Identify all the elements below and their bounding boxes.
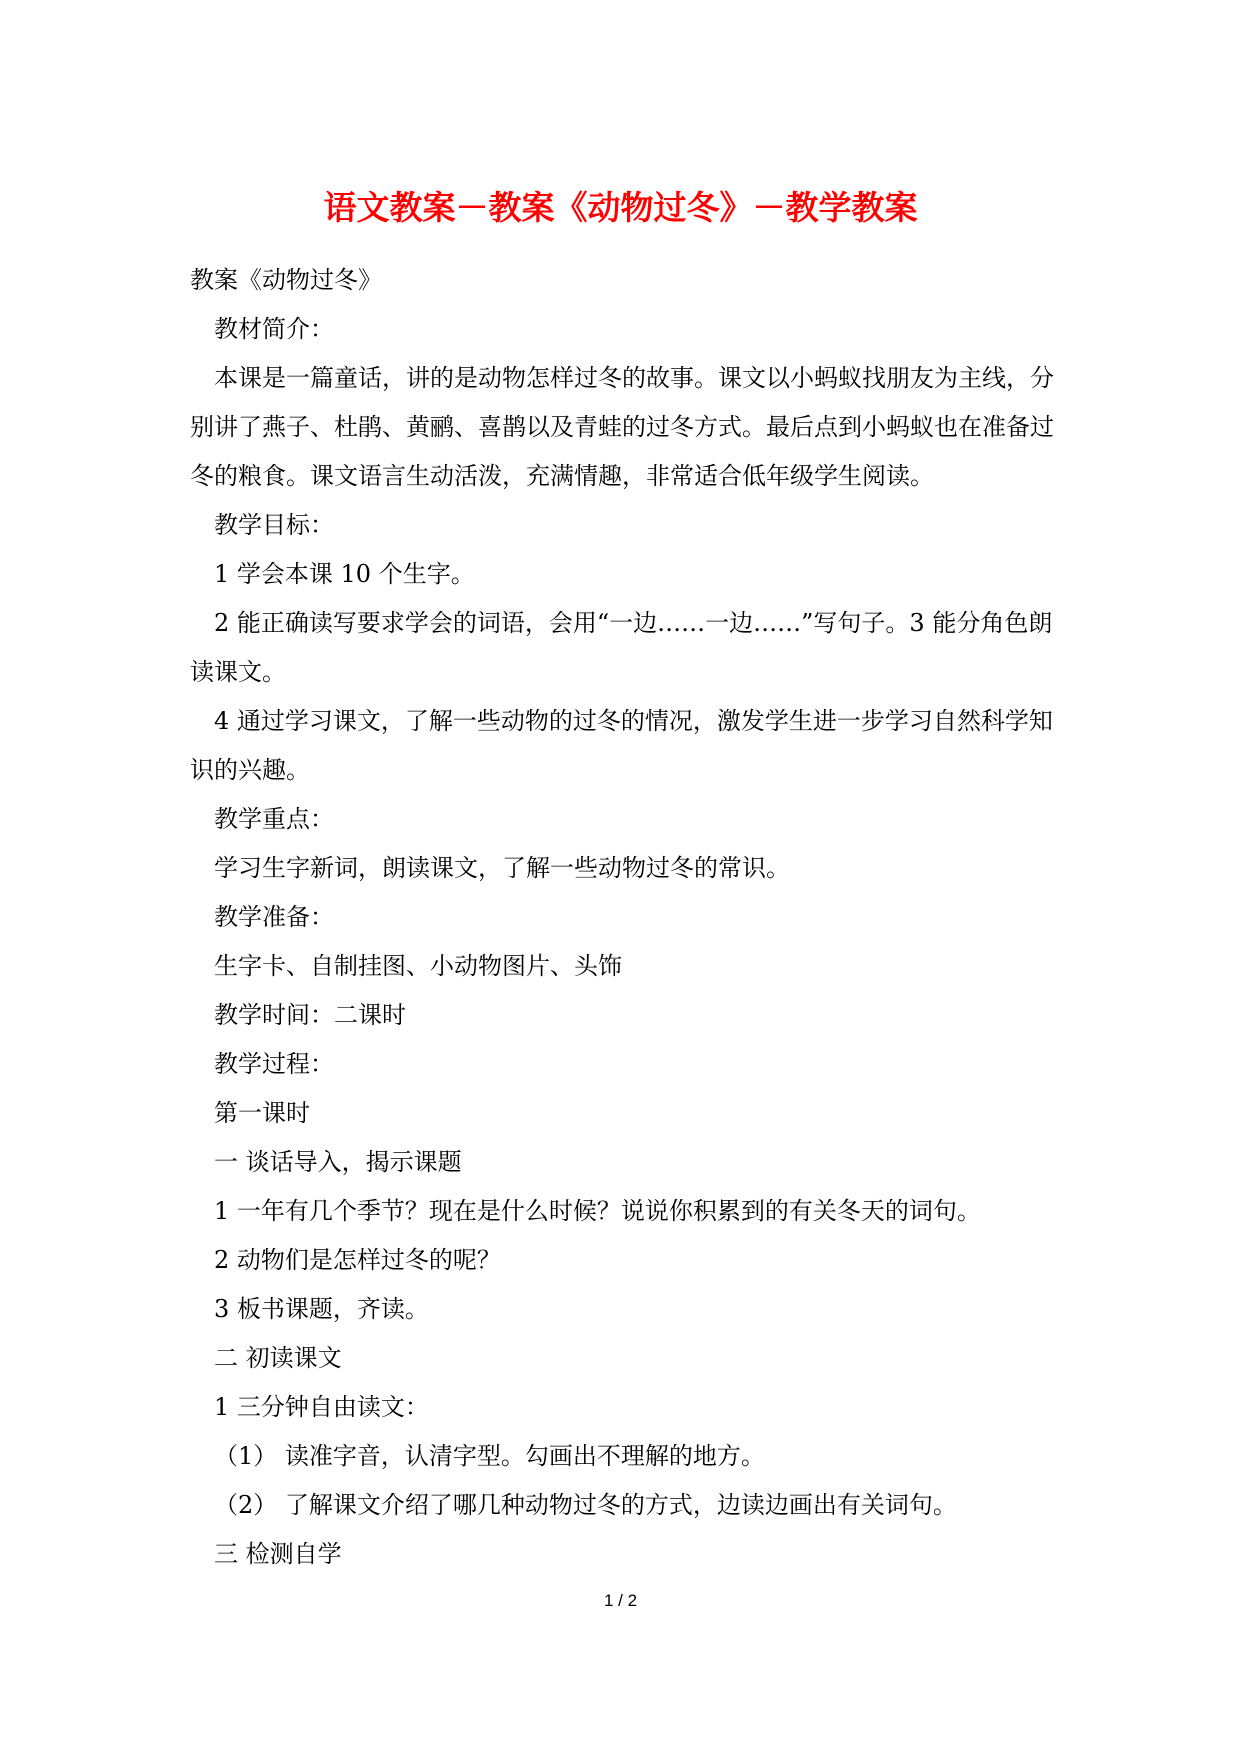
materials-paragraph: 本课是一篇童话，讲的是动物怎样过冬的故事。课文以小蚂蚁找朋友为主线，分别讲了燕子、杜鹃、黄鹂、喜鹊以及青蛙的过冬方式。最后点到小蚂蚁也在准备过冬的粮食。课文语言生动活泼，充满情趣，非常适合低年级学生阅读。 bbox=[190, 364, 1054, 490]
step-1-heading: 一 谈话导入，揭示课题 bbox=[214, 1148, 462, 1176]
goal-item-2-3: 2 能正确读写要求学会的词语，会用“一边……一边……”写句子。3 能分角色朗读课文。 bbox=[190, 609, 1053, 686]
step-1-item-3: 3 板书课题，齐读。 bbox=[214, 1295, 429, 1323]
goal-item-4: 4 通过学习课文，了解一些动物的过冬的情况，激发学生进一步学习自然科学知识的兴趣。 bbox=[190, 707, 1053, 784]
document-title: 语文教案－教案《动物过冬》－教学教案 bbox=[323, 188, 918, 227]
step-1-item-1: 1 一年有几个季节？现在是什么时候？说说你积累到的有关冬天的词句。 bbox=[214, 1197, 981, 1225]
section-heading-materials: 教材简介： bbox=[214, 315, 334, 343]
step-2-subitem-1: （1） 读准字音，认清字型。勾画出不理解的地方。 bbox=[214, 1442, 765, 1470]
section-heading-goals: 教学目标： bbox=[214, 511, 334, 539]
step-2-item-1: 1 三分钟自由读文： bbox=[214, 1393, 429, 1421]
first-lesson-heading: 第一课时 bbox=[214, 1099, 310, 1127]
step-1-item-2: 2 动物们是怎样过冬的呢？ bbox=[214, 1246, 501, 1274]
section-heading-preparation: 教学准备： bbox=[214, 903, 334, 931]
page-number: 1 / 2 bbox=[603, 1591, 638, 1610]
preparation-paragraph: 生字卡、自制挂图、小动物图片、头饰 bbox=[214, 952, 622, 980]
section-heading-process: 教学过程： bbox=[214, 1050, 334, 1078]
step-2-heading: 二 初读课文 bbox=[214, 1344, 342, 1372]
document-body bbox=[190, 256, 1062, 1579]
teaching-time: 教学时间：二课时 bbox=[214, 1001, 406, 1029]
step-3-heading: 三 检测自学 bbox=[214, 1540, 342, 1568]
goal-item-1: 1 学会本课 10 个生字。 bbox=[214, 560, 475, 588]
section-heading-focus: 教学重点： bbox=[214, 805, 334, 833]
step-2-subitem-2: （2） 了解课文介绍了哪几种动物过冬的方式，边读边画出有关词句。 bbox=[214, 1491, 957, 1519]
lesson-heading: 教案《动物过冬》 bbox=[190, 266, 382, 294]
focus-paragraph: 学习生字新词，朗读课文，了解一些动物过冬的常识。 bbox=[214, 854, 790, 882]
